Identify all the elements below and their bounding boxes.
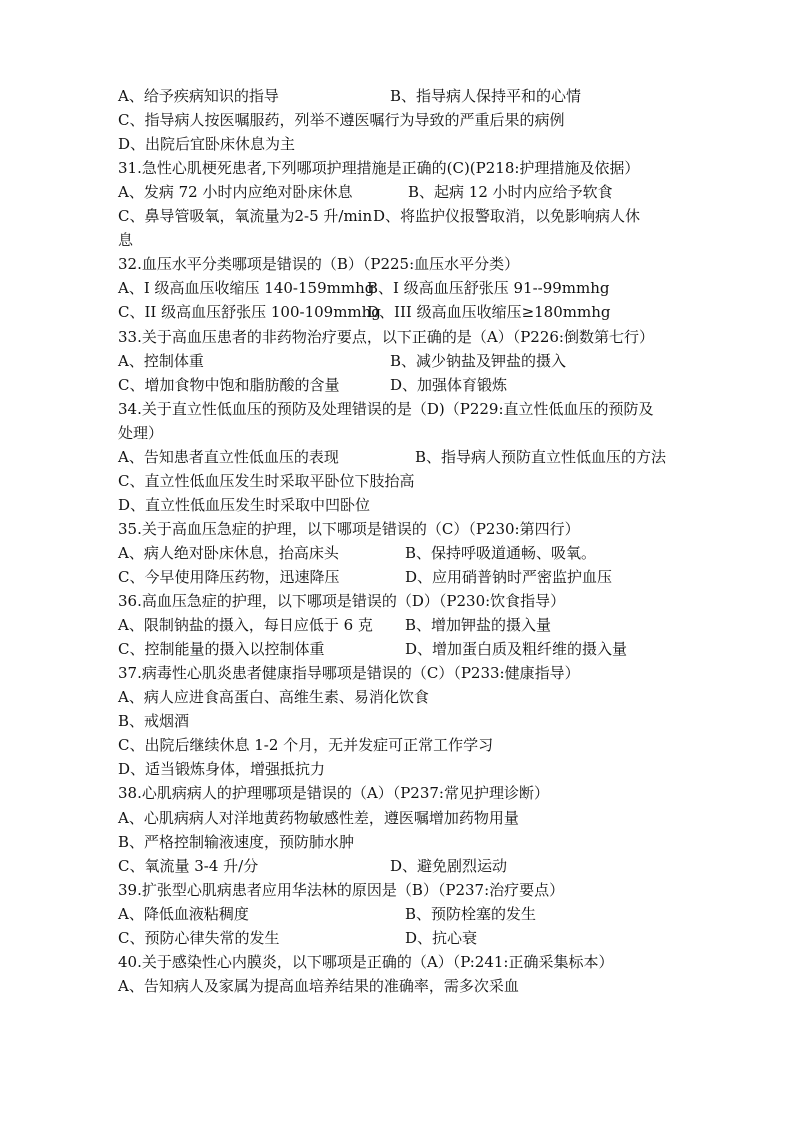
text-line — [118, 541, 678, 565]
option-text: B、增加钾盐的摄入量 — [405, 616, 552, 635]
text-line — [118, 84, 678, 108]
text-line — [118, 781, 678, 805]
option-text: D、增加蛋白质及粗纤维的摄入量 — [405, 640, 628, 659]
option-text: D、避免剧烈运动 — [390, 856, 508, 875]
line-text: A、I 级高血压收缩压 140-159mmhg — [118, 279, 375, 298]
line-text: A、告知病人及家属为提高血培养结果的准确率，需多次采血 — [118, 976, 519, 995]
line-text: 33.关于高血压患者的非药物治疗要点，以下正确的是（A）（P226:倒数第七行） — [118, 327, 654, 346]
text-line — [118, 493, 678, 517]
line-text: 39.扩张型心肌病患者应用华法林的原因是（B）（P237:治疗要点） — [118, 880, 565, 899]
line-text: D、适当锻炼身体，增强抵抗力 — [118, 760, 326, 779]
line-text: A、病人应进食高蛋白、高维生素、易消化饮食 — [118, 688, 429, 707]
line-text: C、氧流量 3-4 升/分 — [118, 856, 259, 875]
line-text: C、指导病人按医嘱服药，列举不遵医嘱行为导致的严重后果的病例 — [118, 111, 565, 130]
text-line — [118, 373, 678, 397]
text-line — [118, 252, 678, 276]
text-line — [118, 300, 678, 324]
line-text: A、限制钠盐的摄入，每日应低于 6 克 — [118, 616, 373, 635]
text-line — [118, 878, 678, 902]
text-line — [118, 325, 678, 349]
text-line — [118, 108, 678, 132]
text-line — [118, 806, 678, 830]
line-text: D、直立性低血压发生时采取中凹卧位 — [118, 495, 371, 514]
line-text: 37.病毒性心肌炎患者健康指导哪项是错误的（C）（P233:健康指导） — [118, 664, 580, 683]
text-line — [118, 926, 678, 950]
line-text: 处理） — [118, 423, 164, 442]
option-text: B、指导病人保持平和的心情 — [390, 87, 582, 105]
text-line — [118, 974, 678, 998]
line-text: A、心肌病病人对洋地黄药物敏感性差，遵医嘱增加药物用量 — [118, 808, 519, 827]
text-line — [118, 637, 678, 661]
option-text: D、将监护仪报警取消，以免影响病人休 — [373, 207, 641, 226]
option-text: B、指导病人预防直立性低血压的方法 — [415, 447, 667, 466]
line-text: A、给予疾病知识的指导 — [118, 87, 279, 105]
line-text: 31.急性心肌梗死患者,下列哪项护理措施是正确的(C)(P218:护理措施及依据） — [118, 159, 640, 178]
line-text: 32.血压水平分类哪项是错误的（B）（P225:血压水平分类） — [118, 255, 520, 274]
line-text: 息 — [118, 231, 134, 250]
option-text: B、预防栓塞的发生 — [405, 904, 537, 923]
text-line — [118, 709, 678, 733]
text-line — [118, 397, 678, 421]
line-text: A、降低血液粘稠度 — [118, 904, 249, 923]
option-text: B、减少钠盐及钾盐的摄入 — [390, 351, 567, 370]
text-line — [118, 830, 678, 854]
line-text: B、严格控制输液速度，预防肺水肿 — [118, 832, 355, 851]
text-line — [118, 349, 678, 373]
line-text: A、发病 72 小时内应绝对卧床休息 — [118, 183, 353, 202]
line-text: B、戒烟酒 — [118, 712, 190, 731]
line-text: 38.心肌病病人的护理哪项是错误的（A）（P237:常见护理诊断） — [118, 784, 549, 803]
line-text: C、控制能量的摄入以控制体重 — [118, 640, 325, 659]
line-text: 35.关于高血压急症的护理，以下哪项是错误的（C）（P230:第四行） — [118, 519, 580, 538]
option-text: B、起病 12 小时内应给予软食 — [408, 183, 613, 202]
line-text: C、预防心律失常的发生 — [118, 928, 280, 947]
line-text: C、直立性低血压发生时采取平卧位下肢抬高 — [118, 471, 415, 490]
line-text: A、控制体重 — [118, 351, 204, 370]
text-line — [118, 733, 678, 757]
text-line — [118, 132, 678, 156]
line-text: 34.关于直立性低血压的预防及处理错误的是（D)（P229:直立性低血压的预防及 — [118, 399, 654, 418]
option-text: B、I 级高血压舒张压 91--99mmhg — [367, 279, 610, 298]
text-line — [118, 854, 678, 878]
text-line — [118, 517, 678, 541]
text-line — [118, 156, 678, 180]
text-line — [118, 661, 678, 685]
text-line — [118, 757, 678, 781]
option-text: D、加强体育锻炼 — [390, 375, 508, 394]
text-line — [118, 589, 678, 613]
line-text: C、出院后继续休息 1-2 个月，无并发症可正常工作学习 — [118, 736, 494, 755]
line-text: C、今早使用降压药物，迅速降压 — [118, 568, 340, 586]
option-text: D、应用硝普钠时严密监护血压 — [405, 568, 613, 586]
line-text: C、II 级高血压舒张压 100-109mmhg — [118, 303, 381, 322]
text-line — [118, 902, 678, 926]
text-line — [118, 276, 678, 300]
line-text: 36.高血压急症的护理，以下哪项是错误的（D）（P230:饮食指导） — [118, 592, 566, 611]
option-text: D、抗心衰 — [405, 928, 478, 947]
text-line — [118, 565, 678, 589]
text-line — [118, 445, 678, 469]
text-line — [118, 613, 678, 637]
text-line — [118, 180, 678, 204]
text-line — [118, 421, 678, 445]
text-line — [118, 204, 678, 228]
line-text: A、告知患者直立性低血压的表现 — [118, 447, 339, 466]
line-text: C、鼻导管吸氧，氧流量为2-5 升/min — [118, 207, 373, 226]
text-line — [118, 950, 678, 974]
line-text: 40.关于感染性心内膜炎，以下哪项是正确的（A）（P:241:正确采集标本） — [118, 952, 614, 971]
text-line — [118, 228, 678, 252]
option-text: D、III 级高血压收缩压≥180mmhg — [367, 303, 611, 322]
line-text: D、出院后宜卧床休息为主 — [118, 135, 296, 154]
text-line — [118, 685, 678, 709]
option-text: B、保持呼吸道通畅、吸氧。 — [405, 543, 597, 562]
text-line — [118, 469, 678, 493]
line-text: C、增加食物中饱和脂肪酸的含量 — [118, 375, 340, 394]
line-text: A、病人绝对卧床休息，抬高床头 — [118, 543, 339, 562]
